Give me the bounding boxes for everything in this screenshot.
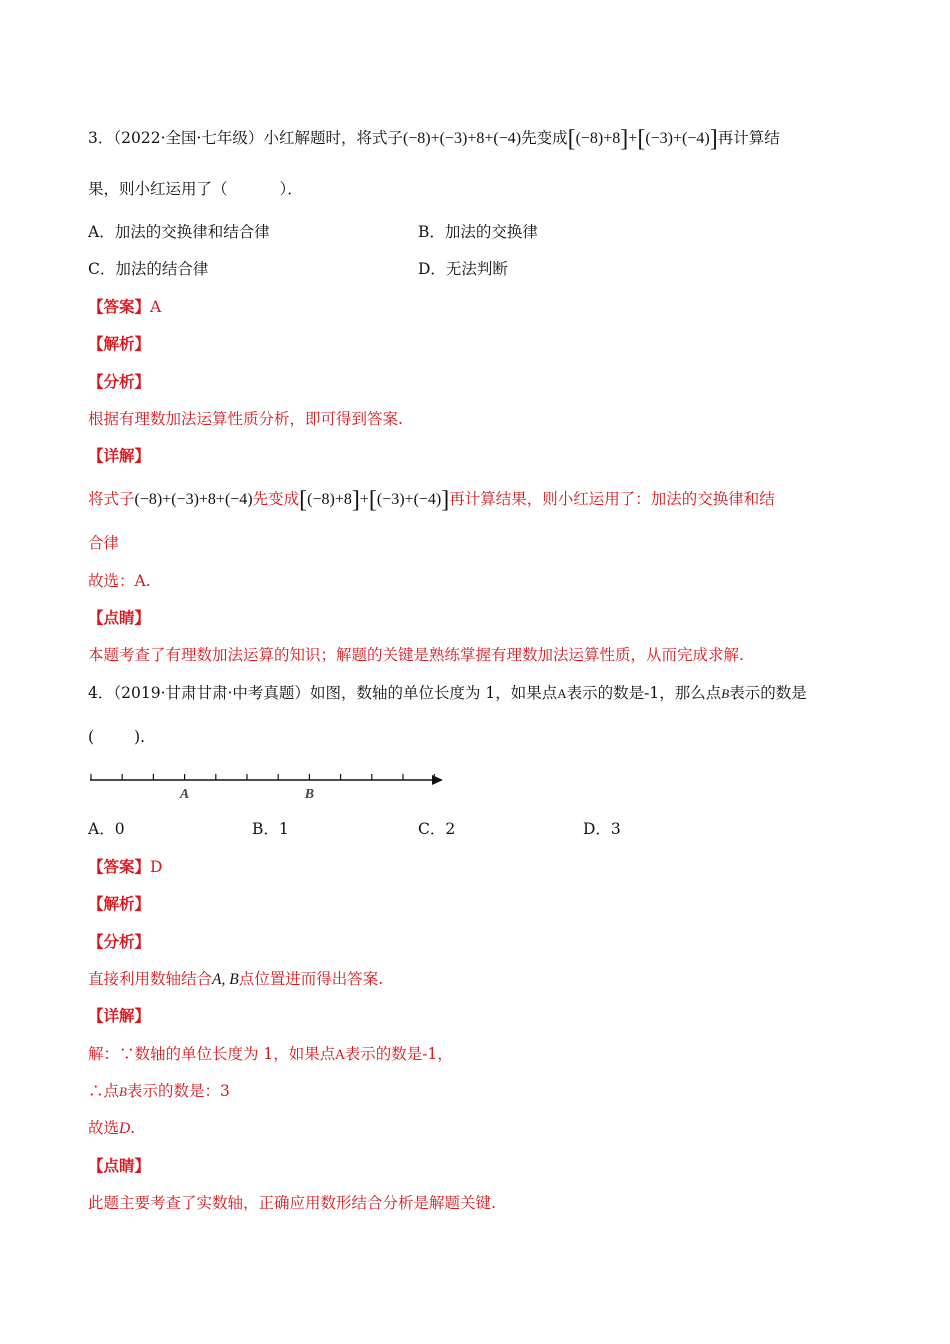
q3-fenxi-text: 根据有理数加法运算性质分析，即可得到答案. [88,410,403,428]
q4-fenxi-ab: A, B [212,971,239,988]
q3-plus: + [628,130,638,147]
q3-stem-line1: 3．（2022·全国·七年级）小红解题时，将式子(−8)+(−3)+8+(−4)先变成[(−8)+8]+[(−3)+(−4)]再计算结 [88,126,780,152]
q3-option-d: D．无法判断 [418,260,508,278]
q3-expr-group1: (−8)+8 [575,130,621,147]
q4-answer-label: 【答案】 [88,857,151,876]
q3-detail-line2: 合律 [88,534,120,552]
q3-detail-plus: + [359,491,369,508]
q4-option-d: D．3 [583,820,621,838]
q4-source: （2019·甘肃甘肃·中考真题） [113,684,310,702]
q4-detail-line1-a: A [335,1048,345,1063]
q4-comment-text: 此题主要考查了实数轴，正确应用数形结合分析是解题关键. [88,1194,496,1212]
q4-choice-after: . [130,1119,136,1137]
number-line-ticks [91,774,434,780]
q4-text-part2: 表示的数是-1，那么点 [566,684,722,702]
q4-choice-letter: D [119,1120,131,1137]
q4-answer [88,857,162,877]
number-line-label-b: B [304,787,315,802]
q4-option-c: C．2 [418,820,456,838]
q3-detail-expr-original: (−8)+(−3)+8+(−4) [134,491,253,508]
q3-detail-before: 将式子 [88,490,135,508]
q3-detail-line1: 将式子(−8)+(−3)+8+(−4)先变成[(−8)+8]+[(−3)+(−4)]再计算结果，则小红运用了：加法的交换律和结 [88,487,775,513]
q4-stem-line1 [88,683,807,704]
q3-detail-middle: 先变成 [252,490,300,508]
q3-number: 3． [88,129,114,147]
q4-comment-label: 【点睛】 [88,1156,151,1175]
q3-text-after: 再计算结 [717,129,780,147]
q4-answer-value: D [150,858,163,876]
q3-choice: 故选：A. [88,572,151,590]
q3-line2-suffix: ）． [279,180,303,198]
q3-analysis-label: 【解析】 [88,334,151,353]
q3-comment-text: 本题考查了有理数加法运算的知识；解题的关键是熟练掌握有理数加法运算性质，从而完成求解. [88,646,744,664]
q4-fenxi-before: 直接利用数轴结合 [88,970,213,988]
q4-detail-line1 [88,1044,453,1066]
q3-answer-value: A [150,298,162,316]
q4-detail-line2-b: B [119,1084,127,1099]
q3-fenxi-label: 【分析】 [88,372,151,391]
q4-point-b: B [721,686,730,701]
q3-text-before: 小红解题时，将式子 [263,129,403,147]
q4-option-a: A．0 [88,820,125,838]
q4-detail-line2-before: ∴点 [88,1082,120,1100]
q4-number: 4． [88,684,114,702]
q4-fenxi-text [88,969,383,990]
q3-stem-line2 [88,179,303,199]
q3-text-middle: 先变成 [521,129,568,147]
q3-expr-original: (−8)+(−3)+8+(−4) [402,130,522,147]
q3-detail-group2: (−3)+(−4) [376,491,442,508]
q4-detail-line2 [88,1081,230,1102]
q4-choice [88,1118,135,1139]
q4-choice-before: 故选 [88,1119,120,1137]
q4-text-part3: 表示的数是 [729,684,807,702]
q3-option-a: A．加法的交换律和结合律 [88,223,270,241]
q4-detail-line1-after: 表示的数是-1， [344,1045,453,1063]
q4-fenxi-after: 点位置进而得出答案. [238,970,384,988]
q4-detail-line2-after: 表示的数是：3 [126,1082,230,1100]
q3-answer-label: 【答案】 [88,297,151,316]
number-line-figure [86,768,466,808]
q3-detail-after: 再计算结果，则小红运用了：加法的交换律和结 [449,490,775,508]
number-line-label-a: A [179,787,190,802]
q4-detail-label: 【详解】 [88,1006,151,1025]
q3-line2-prefix: 果，则小红运用了（ [88,180,228,198]
q3-detail-label: 【详解】 [88,446,151,465]
q4-fenxi-label: 【分析】 [88,932,151,951]
q3-option-c: C．加法的结合律 [88,260,209,278]
q4-stem-line2 [88,727,145,747]
q4-line2-prefix: ( [88,728,95,746]
q3-answer [88,297,161,317]
q3-option-b: B．加法的交换律 [418,223,538,241]
q4-detail-line1-before: 解：∵数轴的单位长度为 1，如果点 [88,1045,336,1063]
q3-comment-label: 【点睛】 [88,608,151,627]
q4-point-a: A [557,686,567,701]
q3-source: （2022·全国·七年级） [113,129,264,147]
q3-expr-group2: (−3)+(−4) [645,130,710,147]
q4-line2-suffix: ). [134,728,146,746]
q4-analysis-label: 【解析】 [88,894,151,913]
q4-option-b: B．1 [252,820,289,838]
q4-text-part1: 如图，数轴的单位长度为 1，如果点 [309,684,558,702]
q3-detail-group1: (−8)+8 [307,491,352,508]
